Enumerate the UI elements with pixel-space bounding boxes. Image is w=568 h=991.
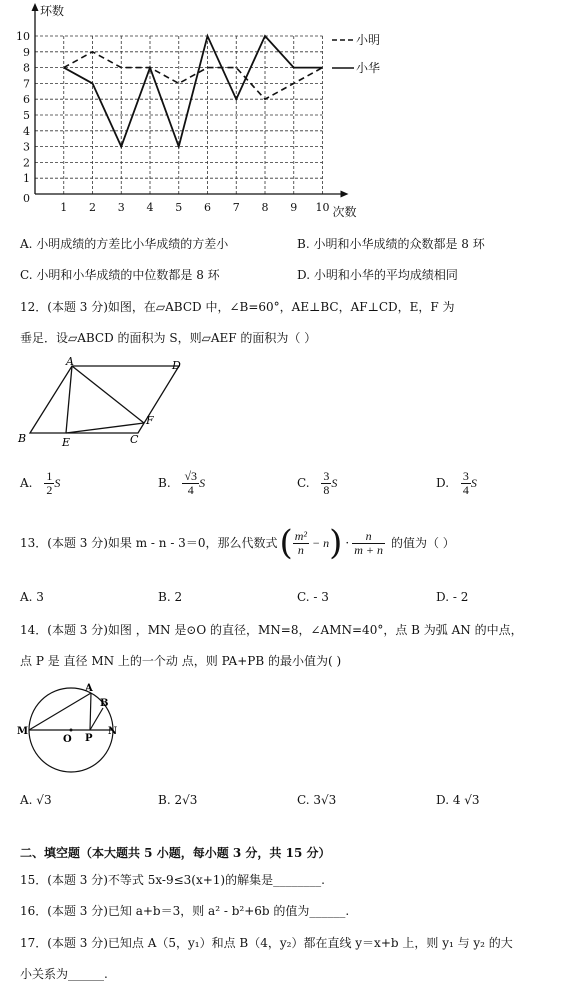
- y-axis-title: 环数: [40, 4, 65, 18]
- q12-option-b: B. $\frac{√3}{4}$ S: [158, 469, 206, 497]
- q13-left-paren: (: [279, 523, 293, 563]
- y-tick-label: 7: [23, 77, 30, 91]
- y-tick-label: 9: [23, 45, 30, 59]
- chart-series: [64, 36, 323, 147]
- q12-option-c: C. $\frac{3}{8}$ S: [297, 469, 338, 497]
- legend-dash-line: [332, 38, 356, 42]
- q11-option-a: A. 小明成绩的方差比小华成绩的方差小: [20, 237, 229, 251]
- x-axis-arrow: [341, 191, 349, 198]
- q11-option-d: D. 小明和小华的平均成绩相同: [297, 268, 458, 282]
- x-tick-label: 1: [60, 201, 68, 214]
- fig14-label-o: O: [63, 734, 72, 745]
- legend-solid-line: [332, 66, 356, 70]
- fig12-label-d: D: [172, 359, 181, 372]
- q17-line1: 17．(本题 3 分)已知点 A（5，y₁）和点 B（4，y₂）都在直线 y＝x+b 上，则 y₁ 与 y₂ 的大: [20, 936, 513, 950]
- x-tick-label: 4: [146, 201, 154, 214]
- fig12-label-b: B: [18, 432, 27, 445]
- x-axis-title: 次数: [332, 205, 357, 219]
- fig12-label-f: F: [146, 414, 154, 427]
- y-tick-label: 6: [23, 93, 30, 107]
- fig14-label-n: N: [108, 726, 118, 737]
- q14-option-a: A. √3: [20, 793, 52, 807]
- q16-text: 16．(本题 3 分)已知 a+b＝3，则 a² - b²+6b 的值为______.: [20, 904, 350, 918]
- legend-label-xiaoming: 小明: [356, 33, 381, 47]
- q14-option-d: D. 4 √3: [436, 793, 480, 807]
- q13-option-a: A. 3: [20, 590, 44, 604]
- q12-option-a: A. $\frac{1}{2}$ S: [20, 469, 61, 497]
- q13-option-c: C. - 3: [297, 590, 329, 604]
- legend: [332, 34, 392, 80]
- q17-line2: 小关系为______.: [20, 967, 108, 981]
- x-tick-label: 8: [261, 201, 269, 214]
- q14-stem-line2: 点 P 是 直径 MN 上的一个动 点，则 PA+PB 的最小值为( ): [20, 654, 342, 668]
- series-line-xiaohua: [64, 36, 323, 147]
- fig14-label-a: A: [85, 683, 93, 694]
- fig12-label-e: E: [62, 436, 71, 449]
- q13-option-b: B. 2: [158, 590, 183, 604]
- fig14-label-m: M: [17, 726, 29, 737]
- q15-text: 15．(本题 3 分)不等式 5x-9≤3(x+1)的解集是________.: [20, 873, 325, 887]
- origin-label: 0: [23, 192, 30, 205]
- x-tick-label: 10: [315, 201, 330, 214]
- section2-title: 二、填空题（本大题共 5 小题，每小题 3 分，共 15 分）: [20, 846, 331, 860]
- y-tick-label: 1: [23, 172, 30, 186]
- circle-figure: [14, 680, 124, 776]
- y-tick-label: 3: [23, 140, 30, 154]
- y-tick-label: 5: [23, 109, 30, 122]
- y-tick-label: 2: [23, 156, 30, 170]
- y-tick-label: 4: [23, 124, 30, 138]
- fig12-label-a: A: [66, 356, 74, 368]
- fig12-label-c: C: [130, 433, 139, 446]
- q13-stem: 13．(本题 3 分)如果 m - n - 3＝0，那么代数式 ( $\frac{\text{m²}}{n}$ − n ) · $\frac{n}{m + n}$ 的值为（ ）: [20, 523, 455, 563]
- y-tick-label: 8: [23, 61, 30, 75]
- x-tick-label: 9: [290, 201, 298, 214]
- y-axis-arrow: [32, 3, 39, 11]
- x-tick-label: 5: [175, 201, 183, 214]
- chart-labels: [16, 3, 357, 219]
- legend-label-xiaohua: 小华: [356, 61, 381, 75]
- x-tick-label: 3: [117, 201, 125, 214]
- q13-prefix: 13．(本题 3 分)如果 m - n - 3＝0，那么代数式: [20, 536, 278, 550]
- q12-stem-line2: 垂足．设▱ABCD 的面积为 S，则▱AEF 的面积为（ ）: [20, 331, 317, 345]
- q11-option-c: C. 小明和小华成绩的中位数都是 8 环: [20, 268, 220, 282]
- parallelogram-figure: [14, 356, 194, 452]
- q14-option-c: C. 3√3: [297, 793, 337, 807]
- x-tick-label: 6: [204, 201, 211, 214]
- q14-option-b: B. 2√3: [158, 793, 198, 807]
- q12-stem-line1: 12．(本题 3 分)如图，在▱ABCD 中，∠B=60°，AE⊥BC，AF⊥CD，E，F 为: [20, 300, 455, 314]
- q13-right-paren: ): [329, 523, 343, 563]
- fig14-label-p: P: [85, 733, 93, 744]
- q12-option-d: D. $\frac{3}{4}$ S: [436, 469, 477, 497]
- fig14-label-b: B: [100, 698, 109, 709]
- q14-stem-line1: 14．(本题 3 分)如图 ，MN 是⊙O 的直径，MN=8，∠AMN=40°，点 B 为弧 AN 的中点，: [20, 623, 523, 637]
- x-tick-label: 2: [89, 201, 96, 214]
- x-tick-label: 7: [232, 201, 240, 214]
- q11-option-b: B. 小明和小华成绩的众数都是 8 环: [297, 237, 485, 251]
- chart-grid: [35, 36, 323, 194]
- y-tick-label: 10: [16, 30, 30, 43]
- q13-option-d: D. - 2: [436, 590, 469, 604]
